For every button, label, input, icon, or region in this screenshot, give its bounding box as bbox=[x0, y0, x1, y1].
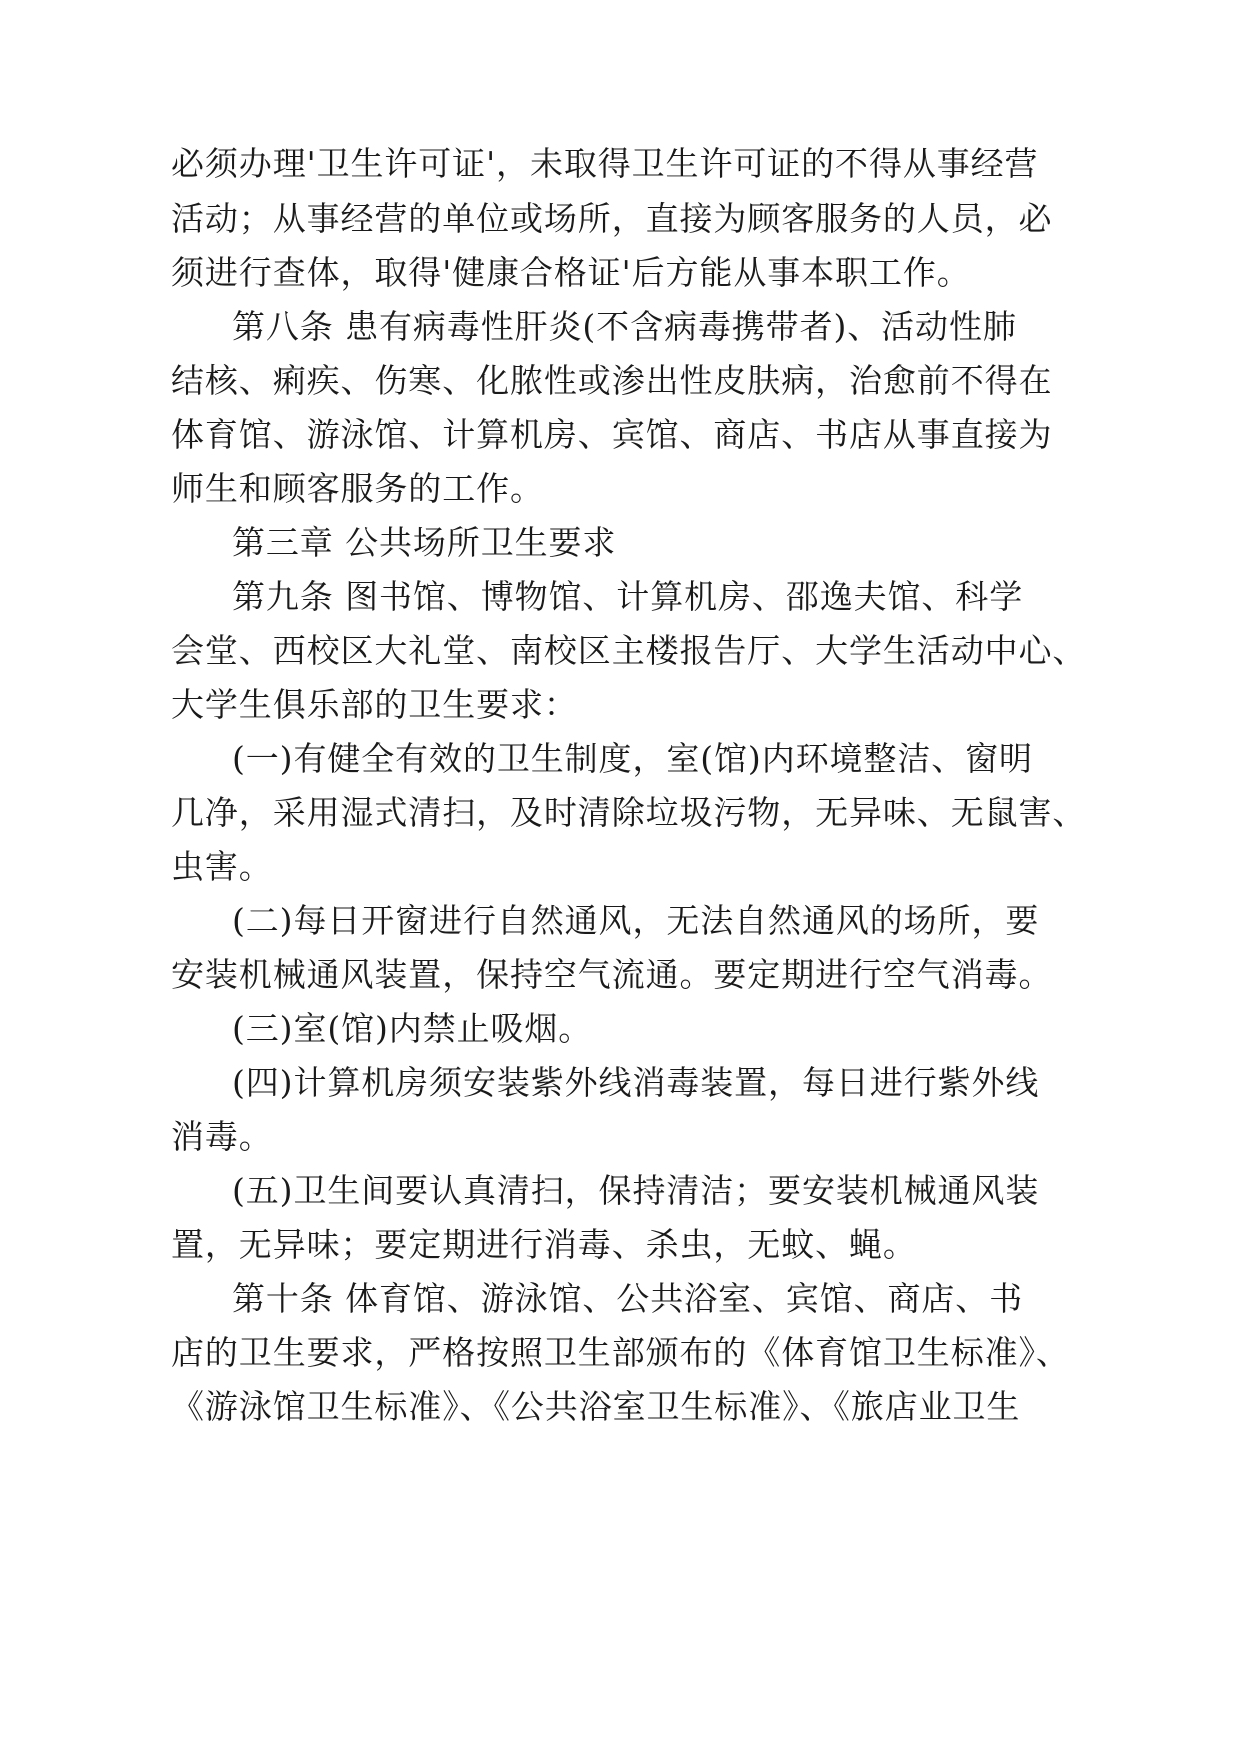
body-text-line: (五)卫生间要认真清扫，保持清洁；要安装机械通风装 bbox=[232, 1171, 1040, 1210]
body-text-line: 《游泳馆卫生标准》、《公共浴室卫生标准》、《旅店业卫生 bbox=[171, 1387, 1021, 1426]
body-text-line: 须进行查体，取得'健康合格证'后方能从事本职工作。 bbox=[171, 253, 971, 292]
body-text-line: 虫害。 bbox=[171, 847, 273, 886]
body-text-line: 置，无异味；要定期进行消毒、杀虫，无蚊、蝇。 bbox=[171, 1225, 917, 1264]
body-text-line: 大学生俱乐部的卫生要求： bbox=[171, 685, 578, 724]
body-text-line: 结核、痢疾、伤寒、化脓性或渗出性皮肤病，治愈前不得在 bbox=[171, 361, 1053, 400]
body-text-line: 安装机械通风装置，保持空气流通。要定期进行空气消毒。 bbox=[171, 955, 1053, 994]
body-text-line: 几净，采用湿式清扫，及时清除垃圾污物，无异味、无鼠害、 bbox=[171, 793, 1087, 832]
body-text-line: (三)室(馆)内禁止吸烟。 bbox=[232, 1009, 593, 1048]
body-text-line: 消毒。 bbox=[171, 1117, 273, 1156]
chapter-heading: 第三章 公共场所卫生要求 bbox=[232, 523, 617, 562]
body-text-line: 必须办理'卫生许可证'，未取得卫生许可证的不得从事经营 bbox=[171, 144, 1039, 183]
body-text-line: 师生和顾客服务的工作。 bbox=[171, 469, 544, 508]
body-text-line: 体育馆、游泳馆、计算机房、宾馆、商店、书店从事直接为 bbox=[171, 415, 1053, 454]
body-text-line: 第八条 患有病毒性肝炎(不含病毒携带者)、活动性肺 bbox=[232, 307, 1017, 346]
body-text-line: 第十条 体育馆、游泳馆、公共浴室、宾馆、商店、书 bbox=[232, 1279, 1024, 1318]
body-text-line: (一)有健全有效的卫生制度，室(馆)内环境整洁、窗明 bbox=[232, 739, 1033, 778]
body-text-line: 活动；从事经营的单位或场所，直接为顾客服务的人员，必 bbox=[171, 199, 1053, 238]
body-text-line: (四)计算机房须安装紫外线消毒装置，每日进行紫外线 bbox=[232, 1063, 1040, 1102]
body-text-line: 店的卫生要求，严格按照卫生部颁布的《体育馆卫生标准》、 bbox=[171, 1333, 1070, 1372]
body-text-line: (二)每日开窗进行自然通风，无法自然通风的场所，要 bbox=[232, 901, 1040, 940]
body-text-line: 第九条 图书馆、博物馆、计算机房、邵逸夫馆、科学 bbox=[232, 577, 1024, 616]
body-text-line: 会堂、西校区大礼堂、南校区主楼报告厅、大学生活动中心、 bbox=[171, 631, 1087, 670]
